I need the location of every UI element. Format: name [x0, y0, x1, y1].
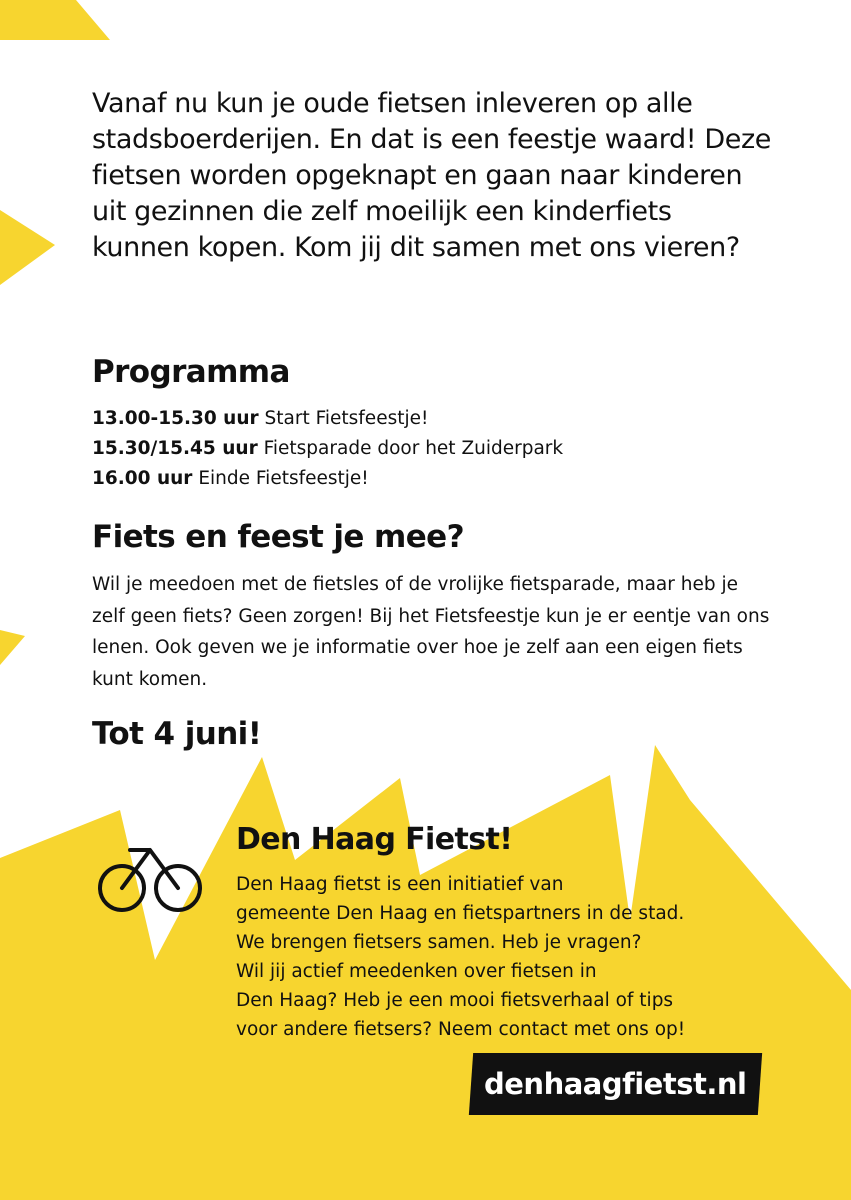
body-line: voor andere fietsers? Neem contact met ons op!	[236, 1019, 686, 1040]
program-time: 16.00 uur	[92, 468, 193, 489]
program-activity: Fietsparade door het Zuiderpark	[263, 438, 564, 459]
fiets-en-feest-paragraph: Wil je meedoen met de fietsles of de vrolijke fietsparade, maar heb je zelf geen fiets? Geen zorgen! Bij het Fietsfeestje kun je er eentje van ons lenen. Ook geven we je informatie over hoe je zelf aan een eigen fiets kunt komen.	[92, 574, 770, 690]
edge-triangle-left-upper	[0, 210, 55, 285]
edge-triangle-left-lower	[0, 630, 25, 665]
program-item	[92, 464, 563, 494]
website-badge[interactable]	[469, 1053, 762, 1115]
program-time: 15.30/15.45 uur	[92, 438, 258, 459]
program-list	[92, 404, 563, 494]
body-line: gemeente Den Haag en fietspartners in de stad.	[236, 903, 685, 924]
body-line: Wil jij actief meedenken over fietsen in	[236, 961, 597, 982]
deadline-heading: Tot 4 juni!	[92, 716, 262, 752]
body-line: Den Haag fietst is een initiatief van	[236, 874, 564, 895]
bicycle-icon	[92, 842, 204, 916]
intro-paragraph: Vanaf nu kun je oude fietsen inleveren op alle stadsboerderijen. En dat is een feestje waard! Deze fietsen worden opgeknapt en gaan naar kinderen uit gezinnen die zelf moeilijk een kinderfiets kunnen kopen. Kom jij dit samen met ons vieren?	[92, 88, 771, 263]
fiets-en-feest-heading: Fiets en feest je mee?	[92, 519, 464, 555]
program-activity: Start Fietsfeestje!	[264, 408, 429, 429]
program-item	[92, 434, 563, 464]
den-haag-fietst-heading: Den Haag Fietst!	[236, 822, 513, 857]
program-time: 13.00-15.30 uur	[92, 408, 259, 429]
programma-heading: Programma	[92, 354, 290, 390]
program-item	[92, 404, 563, 434]
program-activity: Einde Fietsfeestje!	[198, 468, 369, 489]
website-label: denhaagfietst.nl	[484, 1067, 747, 1101]
corner-triangle-top-left	[0, 0, 110, 40]
den-haag-fietst-paragraph	[236, 870, 736, 1044]
body-line: Den Haag? Heb je een mooi fietsverhaal of tips	[236, 990, 674, 1011]
body-line: We brengen fietsers samen. Heb je vragen?	[236, 932, 642, 953]
